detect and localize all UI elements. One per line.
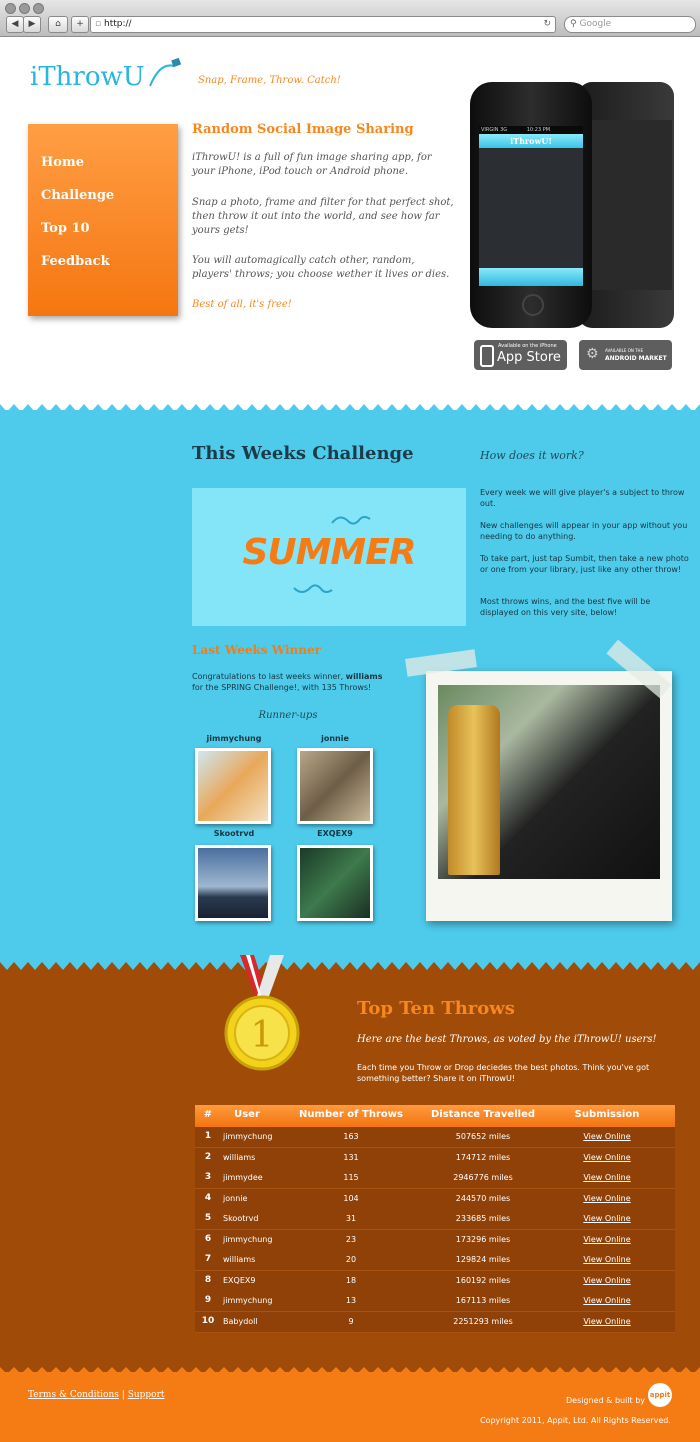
intro-free-note: Best of all, it's free! <box>192 299 292 310</box>
flourish-top-icon <box>330 513 372 529</box>
rank-cell: 6 <box>204 1233 212 1244</box>
user-cell: jimmydee <box>223 1173 263 1182</box>
table-row <box>195 1291 675 1312</box>
browser-toolbar <box>0 0 700 37</box>
throws-cell: 20 <box>345 1255 357 1264</box>
forward-arrow-icon: ▶ <box>28 19 36 29</box>
view-online-link[interactable]: View Online <box>583 1193 631 1203</box>
android-small-text: AVAILABLE ON THE <box>605 348 644 353</box>
intro-title: Random Social Image Sharing <box>192 122 414 137</box>
footer-separator: | <box>121 1390 125 1400</box>
view-online-link[interactable]: View Online <box>583 1316 631 1326</box>
user-cell: jonnie <box>223 1193 248 1203</box>
table-row <box>195 1250 675 1271</box>
how-paragraph-2: New challenges will appear in your app without you needing to do anything. <box>480 521 688 541</box>
runnerup-name: Skootrvd <box>213 829 255 838</box>
view-online-link[interactable]: View Online <box>583 1132 631 1141</box>
footer-links <box>28 1390 165 1400</box>
user-cell: williams <box>223 1255 256 1264</box>
rank-cell: 3 <box>204 1172 212 1182</box>
runnerup-photo[interactable] <box>297 845 373 921</box>
phone-app-toolbar <box>479 268 583 286</box>
top-ten-title: Top Ten Throws <box>357 998 515 1019</box>
window-zoom-button[interactable] <box>33 3 44 14</box>
back-button[interactable] <box>6 16 24 33</box>
table-row <box>195 1230 675 1251</box>
back-arrow-icon: ◀ <box>11 19 19 29</box>
column-header: Number of Throws <box>299 1109 403 1120</box>
url-text: http:// <box>103 19 132 29</box>
table-row <box>195 1168 675 1189</box>
rank-cell: 7 <box>204 1254 212 1264</box>
user-cell: Skootrvd <box>223 1214 259 1223</box>
search-icon: ⚲ <box>570 19 577 29</box>
user-cell: Babydoll <box>223 1316 258 1326</box>
winner-photo[interactable] <box>438 685 660 879</box>
runnerup-name: EXQEX9 <box>317 829 353 838</box>
view-online-link[interactable]: View Online <box>583 1296 631 1305</box>
view-online-link[interactable]: View Online <box>583 1152 631 1162</box>
iphone-icon <box>480 345 494 367</box>
iphone-image <box>470 82 592 328</box>
user-cell: williams <box>223 1152 256 1162</box>
table-row <box>195 1127 675 1148</box>
distance-cell: 2946776 miles <box>453 1173 513 1182</box>
footer <box>0 1372 700 1442</box>
built-by-text: Designed & built by <box>566 1396 646 1405</box>
runnerup-name: jimmychung <box>206 734 262 743</box>
main-nav <box>28 124 178 316</box>
throws-cell: 131 <box>343 1152 359 1162</box>
android-market-badge[interactable] <box>579 340 672 370</box>
rank-cell: 8 <box>204 1274 212 1285</box>
winner-text <box>192 671 392 693</box>
runnerup-photo[interactable] <box>195 845 271 921</box>
distance-cell: 2251293 miles <box>453 1316 513 1326</box>
plus-icon: + <box>76 19 84 29</box>
table-row <box>195 1271 675 1292</box>
top-ten-text: Each time you Throw or Drop deciedes the best photos. Think you've got something better? Share it on iThrowU! <box>357 1063 650 1083</box>
page-icon: ▫ <box>95 19 102 29</box>
terms-link[interactable]: Terms & Conditions <box>28 1390 119 1400</box>
search-placeholder: Google <box>579 19 612 29</box>
distance-cell: 173296 miles <box>455 1234 511 1244</box>
how-it-works-title: How does it work? <box>480 449 584 462</box>
throw-arc-icon <box>148 56 182 90</box>
site-logo[interactable] <box>30 62 145 92</box>
rank-cell: 4 <box>204 1192 212 1203</box>
column-header: User <box>234 1109 260 1120</box>
throws-cell: 163 <box>343 1132 359 1141</box>
logo-text: iThrowU <box>30 62 145 92</box>
throws-cell: 31 <box>345 1214 357 1223</box>
view-online-link[interactable]: View Online <box>583 1214 631 1223</box>
phone-app-titlebar: iThrowU! <box>479 134 583 148</box>
forward-button[interactable] <box>23 16 41 33</box>
copyright: Copyright 2011, Appit, Ltd. All Rights Reserved. <box>480 1416 671 1425</box>
view-online-link[interactable]: View Online <box>583 1173 631 1182</box>
throws-cell: 18 <box>345 1275 357 1285</box>
rank-cell: 9 <box>204 1295 212 1305</box>
nav-challenge[interactable]: Challenge <box>41 188 115 203</box>
user-cell: jimmychung <box>223 1132 273 1141</box>
throws-cell: 104 <box>343 1193 359 1203</box>
how-paragraph-3: To take part, just tap Sumbit, then take a new photo or one from your library, just like any other throw! <box>480 554 689 574</box>
distance-cell: 167113 miles <box>455 1296 511 1305</box>
intro-paragraph-3: You will automagically catch other, random, players' throws; you choose wether it lives or dies. <box>192 255 450 280</box>
home-button[interactable] <box>48 16 68 33</box>
distance-cell: 244570 miles <box>455 1193 511 1203</box>
throws-cell: 23 <box>345 1234 357 1244</box>
nav-top10[interactable]: Top 10 <box>41 221 90 236</box>
app-store-big-text: App Store <box>497 350 561 365</box>
phone-network: 3G <box>500 127 508 133</box>
app-store-badge[interactable] <box>474 340 567 370</box>
add-bookmark-button[interactable] <box>71 16 89 33</box>
intro-paragraph-2: Snap a photo, frame and filter for that perfect shot, then throw it out into the world, and see how far yours gets! <box>192 197 454 236</box>
runnerups-title: Runner-ups <box>258 710 318 721</box>
winner-photo-frame <box>426 671 672 921</box>
rank-cell: 5 <box>204 1213 212 1223</box>
phone-time: 10:23 PM <box>526 127 551 133</box>
challenge-subject: SUMMER <box>242 532 416 573</box>
view-online-link[interactable]: View Online <box>583 1234 631 1244</box>
tagline: Snap, Frame, Throw. Catch! <box>198 75 341 86</box>
distance-cell: 129824 miles <box>455 1255 511 1264</box>
rank-cell: 2 <box>204 1151 212 1162</box>
how-paragraph-4: Most throws wins, and the best five will be displayed on this very site, below! <box>480 597 651 617</box>
phone-carrier: VIRGIN <box>481 127 499 133</box>
intro-paragraph-1: iThrowU! is a full of fun image sharing app, for your iPhone, iPod touch or Android phone. <box>192 152 432 177</box>
table-row <box>195 1209 675 1230</box>
zigzag-divider <box>0 954 700 970</box>
winner-name: williams <box>345 672 383 681</box>
android-phone-image <box>578 82 674 328</box>
table-row <box>195 1148 675 1169</box>
android-robot-icon: ⚙ <box>586 346 599 362</box>
support-link[interactable]: Support <box>127 1390 165 1400</box>
throws-cell: 13 <box>345 1296 357 1305</box>
throws-cell: 115 <box>343 1173 359 1182</box>
distance-cell: 507652 miles <box>455 1132 511 1141</box>
column-header: # <box>203 1109 213 1120</box>
distance-cell: 174712 miles <box>455 1152 511 1162</box>
runnerup-photo[interactable] <box>195 748 271 824</box>
rank-cell: 10 <box>201 1315 215 1326</box>
window-close-button[interactable] <box>5 3 16 14</box>
runnerup-photo[interactable] <box>297 748 373 824</box>
winner-title: Last Weeks Winner <box>192 643 321 657</box>
nav-feedback[interactable]: Feedback <box>41 254 110 269</box>
phone-home-button <box>522 294 544 316</box>
throws-cell: 9 <box>348 1316 354 1326</box>
user-cell: jimmychung <box>223 1296 273 1305</box>
column-header: Submission <box>574 1109 640 1120</box>
table-header <box>195 1105 675 1127</box>
window-minimize-button[interactable] <box>19 3 30 14</box>
search-input[interactable] <box>564 16 696 33</box>
medal-number: 1 <box>250 1015 274 1056</box>
address-bar[interactable] <box>90 16 556 33</box>
user-cell: EXQEX9 <box>223 1275 256 1285</box>
table-row <box>195 1189 675 1210</box>
table-row <box>195 1312 675 1333</box>
user-cell: jimmychung <box>223 1234 273 1244</box>
app-store-small-text: Available on the iPhone <box>498 343 557 349</box>
rank-cell: 1 <box>204 1131 212 1141</box>
distance-cell: 160192 miles <box>455 1275 511 1285</box>
appit-logo[interactable]: appit <box>648 1383 672 1407</box>
nav-home[interactable]: Home <box>41 155 84 170</box>
gold-medal-icon <box>222 955 302 1073</box>
runnerup-name: jonnie <box>321 734 349 743</box>
column-header: Distance Travelled <box>430 1109 536 1120</box>
view-online-link[interactable]: View Online <box>583 1275 631 1285</box>
winner-text-pre: Congratulations to last weeks winner, <box>192 672 346 681</box>
flourish-bottom-icon <box>292 582 334 598</box>
challenge-title: This Weeks Challenge <box>192 443 414 464</box>
how-paragraph-1: Every week we will give player's a subject to throw out. <box>480 488 685 508</box>
winner-text-post: for the SPRING Challenge!, with 135 Throws! <box>192 683 372 692</box>
android-big-text: ANDROID MARKET <box>605 355 667 362</box>
home-icon: ⌂ <box>55 19 61 29</box>
reload-icon[interactable]: ↻ <box>543 19 551 29</box>
distance-cell: 233685 miles <box>455 1214 511 1223</box>
view-online-link[interactable]: View Online <box>583 1255 631 1264</box>
top-ten-subtitle: Here are the best Throws, as voted by the iThrowU! users! <box>357 1034 657 1045</box>
